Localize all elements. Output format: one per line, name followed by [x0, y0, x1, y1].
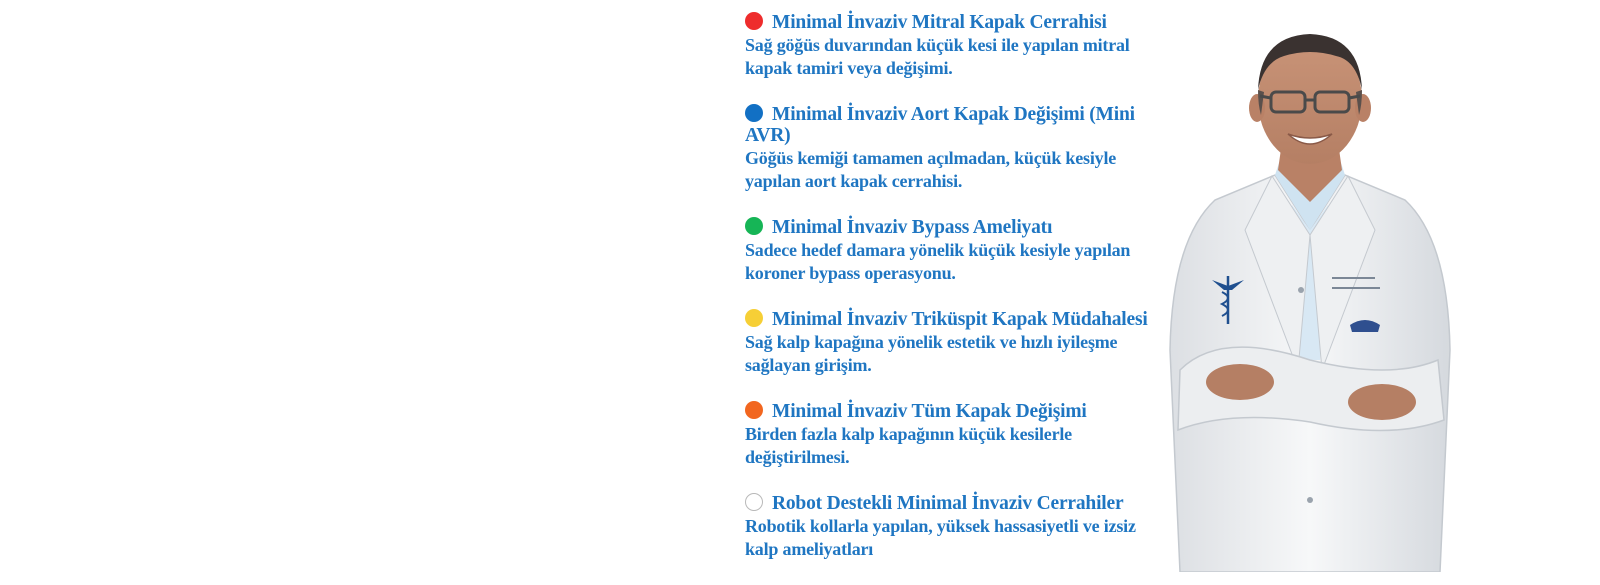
item-title-text: Minimal İnvaziv Tüm Kapak Değişimi [772, 401, 1087, 422]
item-title-text: Minimal İnvaziv Mitral Kapak Cerrahisi [772, 12, 1107, 33]
blue-circle-icon [745, 104, 763, 122]
procedure-list [745, 12, 1165, 585]
white-circle-icon [745, 493, 763, 511]
doctor-photo [1160, 30, 1460, 572]
item-title-text: Robot Destekli Minimal İnvaziv Cerrahiler [772, 493, 1124, 514]
list-item [745, 309, 1165, 377]
red-circle-icon [745, 12, 763, 30]
green-circle-icon [745, 217, 763, 235]
list-item [745, 401, 1165, 469]
item-title [745, 309, 1165, 330]
item-title [745, 401, 1165, 422]
list-item [745, 493, 1165, 561]
item-title [745, 493, 1165, 514]
list-item [745, 217, 1165, 285]
list-item [745, 104, 1165, 193]
item-title-text: Minimal İnvaziv Bypass Ameliyatı [772, 217, 1053, 238]
orange-circle-icon [745, 401, 763, 419]
item-title [745, 217, 1165, 238]
yellow-circle-icon [745, 309, 763, 327]
item-description: Sağ kalp kapağına yönelik estetik ve hızlı iyileşme sağlayan girişim. [745, 332, 1118, 375]
item-title-text: Minimal İnvaziv Triküspit Kapak Müdahalesi [772, 309, 1148, 330]
item-description: Sadece hedef damara yönelik küçük kesiyle yapılan koroner bypass operasyonu. [745, 240, 1131, 283]
item-title-text: Minimal İnvaziv Aort Kapak Değişimi (Mini AVR) [745, 104, 1135, 146]
item-title [745, 104, 1165, 146]
list-item [745, 12, 1165, 80]
item-title [745, 12, 1165, 33]
item-description: Birden fazla kalp kapağının küçük kesilerle değiştirilmesi. [745, 424, 1072, 467]
item-description: Robotik kollarla yapılan, yüksek hassasiyetli ve izsiz kalp ameliyatları [745, 516, 1136, 559]
item-description: Göğüs kemiği tamamen açılmadan, küçük kesiyle yapılan aort kapak cerrahisi. [745, 148, 1117, 191]
item-description: Sağ göğüs duvarından küçük kesi ile yapılan mitral kapak tamiri veya değişimi. [745, 35, 1130, 78]
